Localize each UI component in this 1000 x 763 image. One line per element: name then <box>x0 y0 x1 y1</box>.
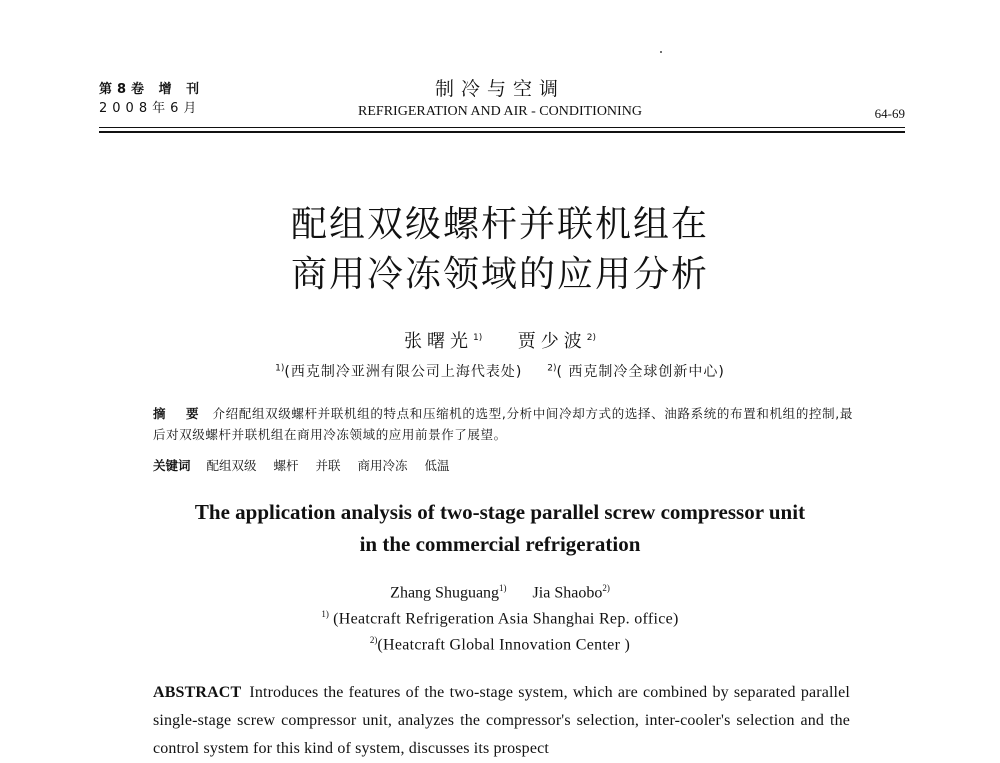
title-en-line2: in the commercial refrigeration <box>359 532 641 556</box>
title-cn-line1: 配组双级螺杆并联机组在 <box>290 204 709 245</box>
author-en-2: Jia Shaobo <box>532 584 603 602</box>
page-range: 64-69 <box>874 106 905 121</box>
aff-cn-1: (西克制冷亚洲有限公司上海代表处) <box>284 364 523 380</box>
keyword-item: 螺杆 <box>273 458 299 473</box>
keyword-item: 并联 <box>315 458 341 473</box>
keyword-item: 配组双级 <box>206 458 257 473</box>
keywords-cn-label: 关键词 <box>153 458 191 473</box>
abstract-en-text: Introduces the features of the two-stage system, which are combined by separated parallel single-stage screw compressor unit, analyzes the compressor's selection, inter-cooler's selection and the control system for this kind of system, discusses its prospect <box>153 684 850 757</box>
keywords-cn <box>153 456 853 474</box>
aff-cn-2: ( 西克制冷全球创新中心) <box>556 364 725 380</box>
author-en-1-sup: 1) <box>499 583 507 593</box>
affiliation-en-2 <box>200 635 800 654</box>
keyword-item: 商用冷冻 <box>357 458 408 473</box>
abstract-cn-label: 摘 要 <box>153 406 207 421</box>
keyword-item: 低温 <box>424 458 450 473</box>
aff-en-1-sup: 1) <box>321 609 329 619</box>
journal-name-cn: 制冷与空调 <box>434 78 565 100</box>
issue-info <box>99 80 204 118</box>
volume-line: 第8卷 增 刊 <box>99 82 205 97</box>
aff-en-1: (Heatcraft Refrigeration Asia Shanghai Rep. office) <box>333 610 679 628</box>
title-cn <box>200 200 800 300</box>
title-en <box>120 496 880 560</box>
journal-name <box>300 74 700 120</box>
author-cn-1-sup: 1) <box>473 333 483 343</box>
aff-cn-1-sup: 1) <box>275 363 285 374</box>
abstract-en <box>153 679 850 763</box>
affiliations-cn <box>150 361 850 381</box>
abstract-cn-text: 介绍配组双级螺杆并联机组的特点和压缩机的选型,分析中间冷却方式的选择、油路系统的布置和机组的控制,最后对双级螺杆并联机组在商用冷冻领域的应用前景作了展望。 <box>153 406 853 442</box>
authors-en <box>300 583 700 602</box>
authors-cn <box>300 327 700 353</box>
aff-en-2: (Heatcraft Global Innovation Center ) <box>377 636 631 654</box>
header-rule-thin <box>99 127 905 128</box>
aff-cn-2-sup: 2) <box>547 363 557 374</box>
date-line: 2008年6月 <box>99 101 202 116</box>
header-rule-thick <box>99 131 905 133</box>
aff-en-2-sup: 2) <box>369 635 378 645</box>
author-en-1: Zhang Shuguang <box>390 584 500 602</box>
author-cn-1: 张曙光 <box>404 331 474 352</box>
author-cn-2: 贾少波 <box>517 331 587 352</box>
title-cn-line2: 商用冷冻领域的应用分析 <box>290 254 709 295</box>
affiliation-en-1 <box>200 609 800 628</box>
author-cn-2-sup: 2) <box>586 333 596 343</box>
abstract-cn <box>153 403 853 445</box>
journal-name-en: REFRIGERATION AND AIR - CONDITIONING <box>358 104 642 119</box>
abstract-en-label: ABSTRACT <box>153 684 242 701</box>
scan-speck <box>660 51 662 53</box>
author-en-2-sup: 2) <box>602 583 610 593</box>
title-en-line1: The application analysis of two-stage parallel screw compressor unit <box>194 500 806 524</box>
